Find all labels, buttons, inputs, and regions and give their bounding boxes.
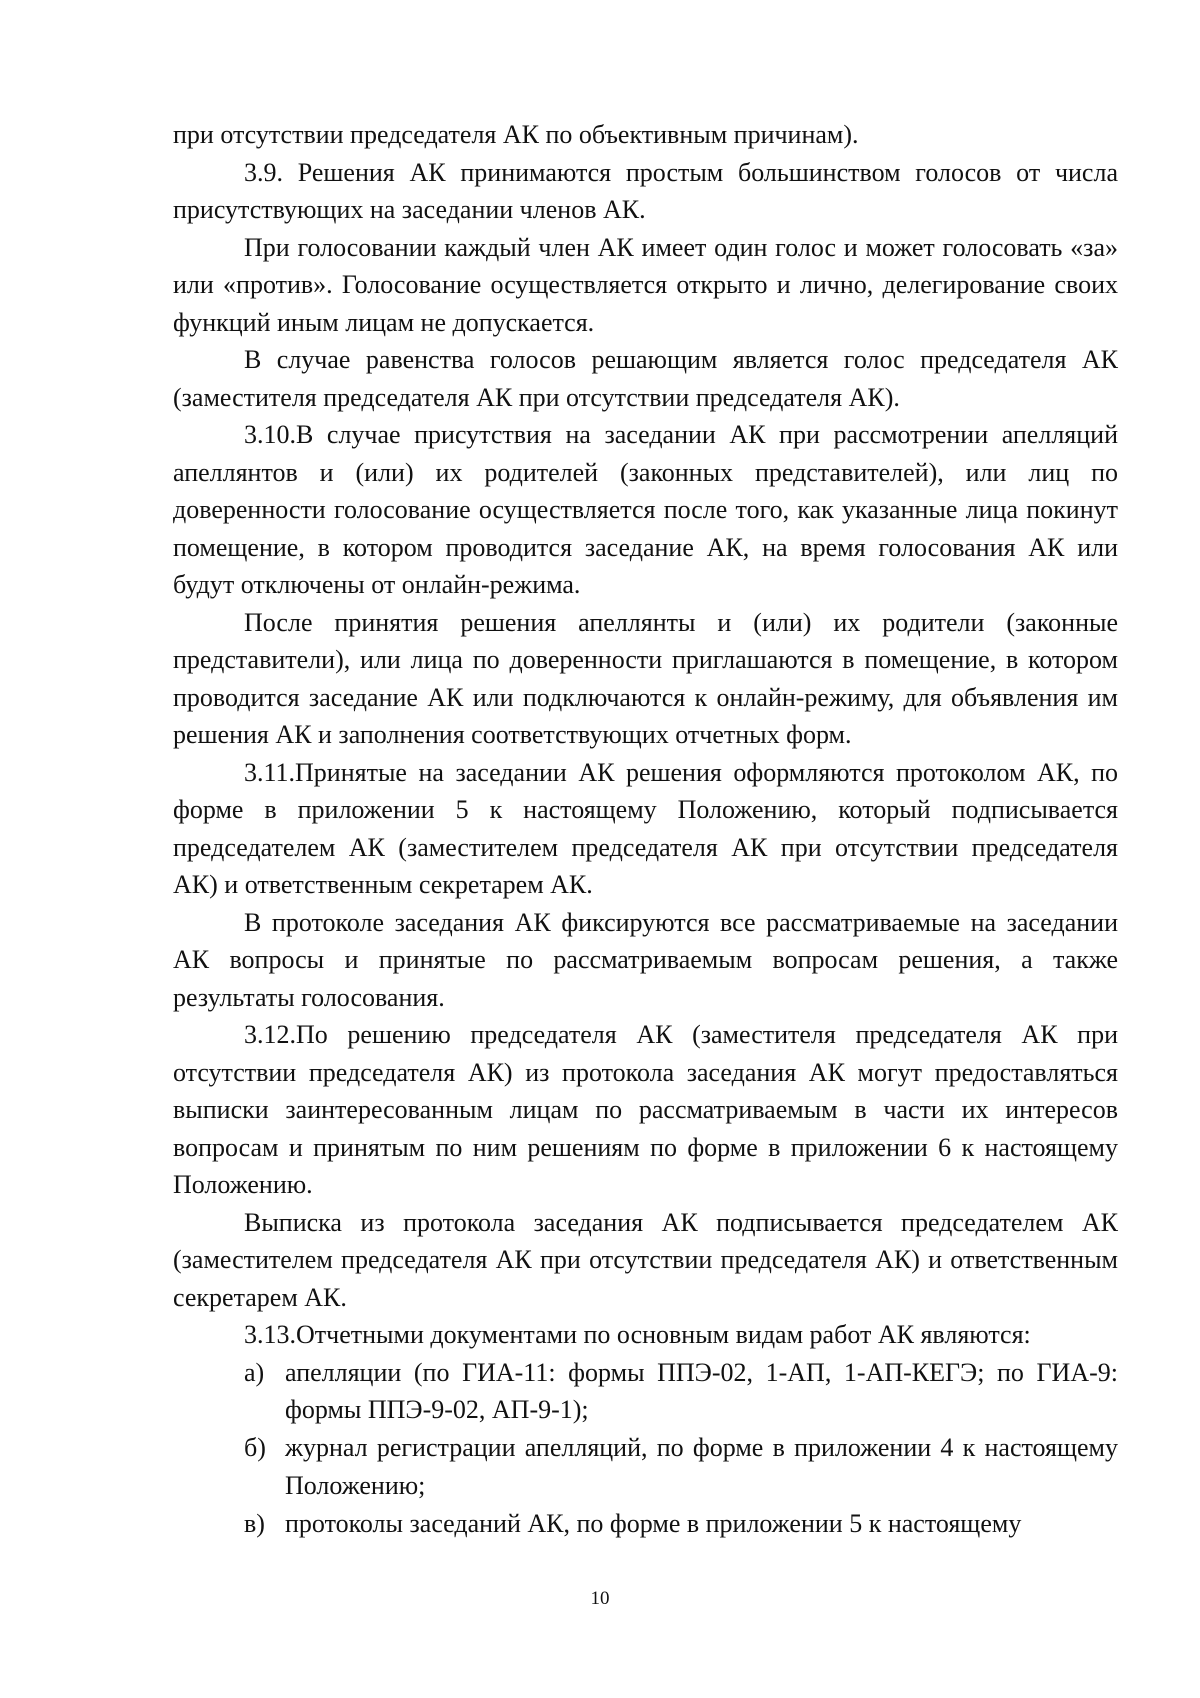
paragraph-tie-vote: В случае равенства голосов решающим является голос председателя АК (заместителя председателя АК при отсутствии председателя АК). [173,345,1118,412]
list-marker: а) [244,1357,265,1387]
paragraph-3-11: 3.11.Принятые на заседании АК решения оформляются протоколом АК, по форме в приложении 5 к настоящему Положению, который подписывается председателем АК (заместителем председателя АК при отсутствии председателя АК) и ответственным секретарем АК. [173,757,1118,899]
paragraph-continuation: при отсутствии председателя АК по объективным причинам). [173,120,859,149]
paragraph-3-13: 3.13.Отчетными документами по основным видам работ АК являются: [244,1320,1031,1349]
paragraph-extract-signing: Выписка из протокола заседания АК подписывается председателем АК (заместителем председателя АК при отсутствии председателя АК) и ответственным секретарем АК. [173,1207,1118,1312]
page-number: 10 [590,1588,610,1609]
paragraph-3-12: 3.12.По решению председателя АК (заместителя председателя АК при отсутствии председателя АК) из протокола заседания АК могут предоставляться выписки заинтересованным лицам по рассматриваемым в части их интересов вопросам и принятым по ним решениям по форме в приложении 6 к настоящему Положению. [173,1020,1118,1199]
paragraph-after-decision: После принятия решения апеллянты и (или) их родители (законные представители), или лица по доверенности приглашаются в помещение, в котором проводится заседание АК или подключаются к онлайн-режиму, для объявления им решения АК и заполнения соответствующих отчетных форм. [173,607,1118,749]
paragraph-3-9: 3.9. Решения АК принимаются простым большинством голосов от числа присутствующих на заседании членов АК. [173,157,1118,224]
list-marker: б) [244,1433,266,1462]
document-body [173,116,1118,1542]
paragraph-voting-rules: При голосовании каждый член АК имеет один голос и может голосовать «за» или «против». Голосование осуществляется открыто и лично, делегирование своих функций иным лицам не допускается. [173,232,1118,337]
paragraph-3-10: 3.10.В случае присутствия на заседании АК при рассмотрении апелляций апеллянтов и (или) их родителей (законных представителей), или лиц по доверенности голосование осуществляется после того, как указанные лица покинут помещение, в котором проводится заседание АК, на время голосования АК или будут отключены от онлайн-режима. [173,420,1118,599]
list-item-a [173,1354,1118,1429]
paragraph-protocol-records: В протоколе заседания АК фиксируются все рассматриваемые на заседании АК вопросы и принятые по рассматриваемым вопросам решения, а также результаты голосования. [173,907,1118,1012]
list-item-b [173,1429,1118,1504]
list-item-text: журнал регистрации апелляций, по форме в приложении 4 к настоящему Положению; [285,1433,1118,1500]
list-item-v [173,1505,1118,1543]
list-item-text: протоколы заседаний АК, по форме в приложении 5 к настоящему [285,1508,1022,1538]
list-marker: в) [244,1508,265,1538]
list-item-text: апелляции (по ГИА-11: формы ППЭ-02, 1-АП, 1-АП-КЕГЭ; по ГИА-9: формы ППЭ-9-02, АП-9-1); [285,1357,1118,1424]
